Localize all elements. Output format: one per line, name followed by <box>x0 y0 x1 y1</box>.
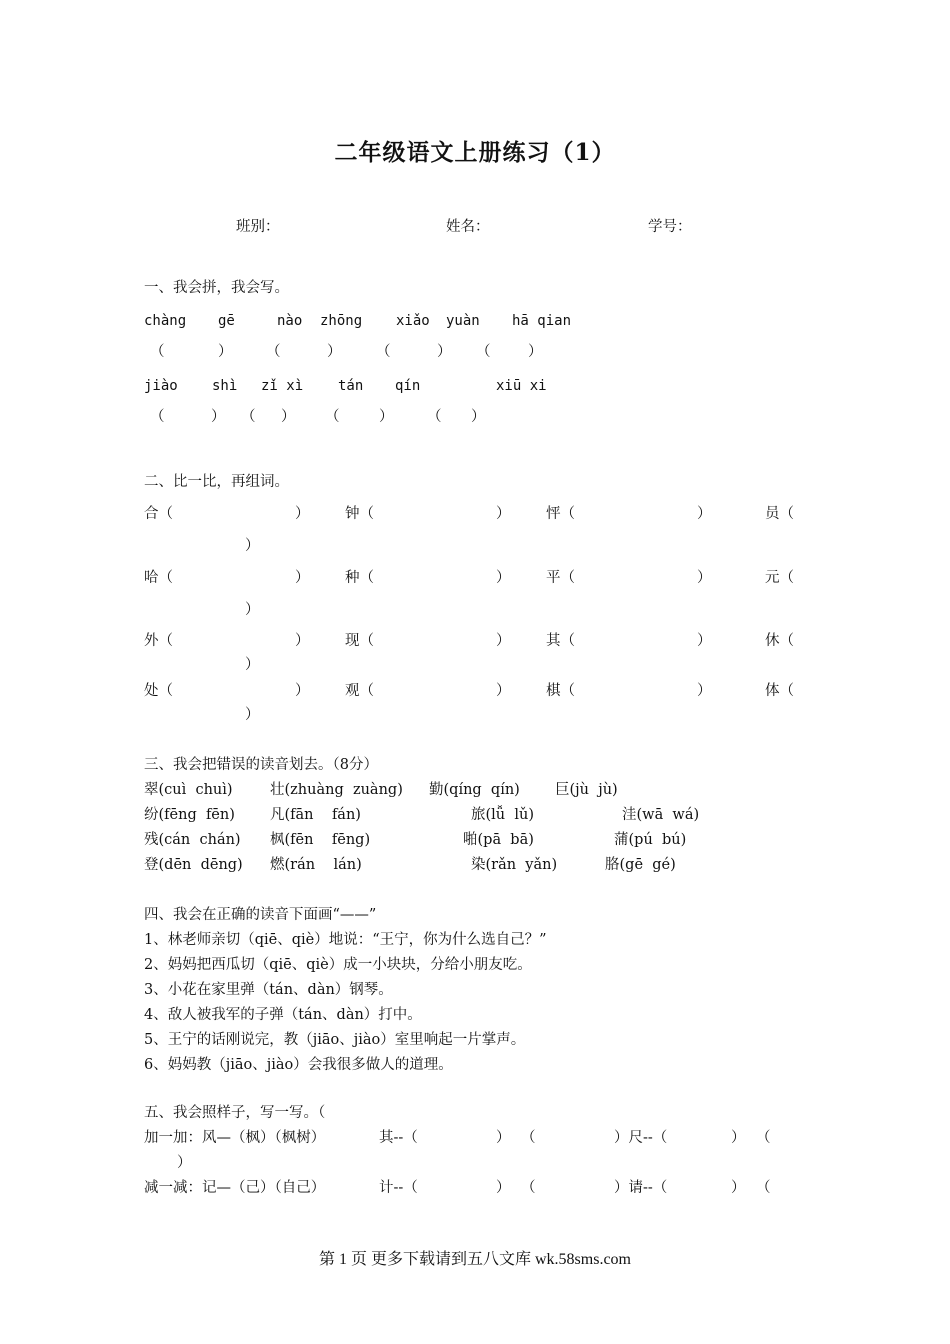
blank-close-paren: ） <box>496 506 511 522</box>
blank-open-paren: （ <box>376 344 391 360</box>
reading-item: 染(rǎn yǎn) <box>471 857 558 873</box>
reading-item: 蒲(pú bú) <box>614 832 687 848</box>
sentence-item: 4、敌人被我军的子弹（tán、dàn）打中。 <box>144 1007 422 1023</box>
blank-open-paren: （ <box>325 409 340 425</box>
blank-open-paren: （ <box>521 1180 536 1196</box>
blank-close-paren: ） <box>327 344 342 360</box>
class-label: 班别： <box>236 219 280 235</box>
pinyin-item: hā qian <box>512 313 572 329</box>
reading-item: 纷(fēng fēn) <box>144 807 235 823</box>
blank-open-paren: （ <box>756 1130 771 1146</box>
section1-heading: 一、我会拼，我会写。 <box>144 280 289 296</box>
compare-char: 体（ <box>765 683 794 699</box>
blank-close-paren: ） <box>496 570 511 586</box>
page-title: 二年级语文上册练习（1） <box>334 139 616 166</box>
pinyin-item: zhōng <box>320 313 363 329</box>
blank-open-paren: （ <box>150 344 165 360</box>
section3-heading: 三、我会把错误的读音划去。（8分） <box>144 757 378 773</box>
blank-close-paren: ） <box>496 1180 511 1196</box>
add-item: ）尺--（ <box>614 1130 668 1146</box>
reading-item: 凡(fān fán) <box>270 807 361 823</box>
blank-close-paren: ） <box>177 1155 192 1171</box>
reading-item: 啪(pā bā) <box>463 832 534 848</box>
sentence-item: 6、妈妈教（jiāo、jiào）会我很多做人的道理。 <box>144 1057 453 1073</box>
pinyin-item: shì <box>212 378 238 394</box>
pinyin-item: jiào <box>144 378 178 394</box>
blank-close-paren: ） <box>697 570 712 586</box>
blank-close-paren: ） <box>211 409 226 425</box>
compare-char: 处（ <box>144 683 173 699</box>
compare-char: 元（ <box>765 570 794 586</box>
blank-open-paren: （ <box>150 409 165 425</box>
reading-item: 胳(gē gé) <box>605 857 676 873</box>
blank-close-paren: ） <box>697 506 712 522</box>
blank-close-paren: ） <box>295 633 310 649</box>
blank-open-paren: （ <box>266 344 281 360</box>
reading-item: 残(cán chán) <box>144 832 241 848</box>
reading-item: 巨(jù jù) <box>555 782 618 798</box>
blank-close-paren: ） <box>528 344 543 360</box>
section2-heading: 二、比一比，再组词。 <box>144 474 289 490</box>
blank-open-paren: （ <box>241 409 256 425</box>
compare-char: 棋（ <box>546 683 575 699</box>
sentence-item: 3、小花在家里弹（tán、dàn）钢琴。 <box>144 982 393 998</box>
sentence-item: 1、林老师亲切（qiē、qiè）地说：“王宁，你为什么选自己？” <box>144 932 547 948</box>
name-label: 姓名： <box>446 219 490 235</box>
compare-char: 哈（ <box>144 570 173 586</box>
blank-close-paren: ） <box>245 538 260 554</box>
blank-close-paren: ） <box>731 1180 746 1196</box>
blank-close-paren: ） <box>295 570 310 586</box>
pinyin-item: chàng <box>144 313 187 329</box>
blank-close-paren: ） <box>295 506 310 522</box>
blank-close-paren: ） <box>245 602 260 618</box>
sentence-item: 5、王宁的话刚说完，教（jiāo、jiào）室里响起一片掌声。 <box>144 1032 526 1048</box>
blank-close-paren: ） <box>245 657 260 673</box>
section4-heading: 四、我会在正确的读音下面画“——” <box>144 907 377 923</box>
blank-close-paren: ） <box>437 344 452 360</box>
reading-item: 洼(wā wá) <box>622 807 700 823</box>
compare-char: 合（ <box>144 506 173 522</box>
add-example: 加一加：风—（枫）（枫树） <box>144 1130 326 1146</box>
reading-item: 枫(fēn fēng) <box>270 832 371 848</box>
reading-item: 翠(cuì chuì) <box>144 782 233 798</box>
compare-char: 外（ <box>144 633 173 649</box>
reading-item: 燃(rán lán) <box>270 857 362 873</box>
pinyin-item: nào <box>277 313 303 329</box>
reading-item: 登(dēn dēng) <box>144 857 243 873</box>
blank-close-paren: ） <box>496 1130 511 1146</box>
blank-close-paren: ） <box>496 633 511 649</box>
compare-char: 种（ <box>345 570 374 586</box>
student-number-label: 学号： <box>648 219 692 235</box>
blank-close-paren: ） <box>295 683 310 699</box>
blank-close-paren: ） <box>379 409 394 425</box>
blank-close-paren: ） <box>731 1130 746 1146</box>
pinyin-item: zǐ xì <box>261 378 304 394</box>
pinyin-item: xiǎo <box>396 313 430 329</box>
blank-close-paren: ） <box>245 707 260 723</box>
pinyin-item: tán <box>338 378 364 394</box>
blank-close-paren: ） <box>496 683 511 699</box>
page-footer: 第 1 页 更多下载请到五八文库 wk.58sms.com <box>318 1251 631 1268</box>
blank-open-paren: （ <box>427 409 442 425</box>
blank-close-paren: ） <box>471 409 486 425</box>
subtract-item: 计--（ <box>379 1180 418 1196</box>
compare-char: 怦（ <box>546 506 575 522</box>
pinyin-item: yuàn <box>446 313 480 329</box>
blank-close-paren: ） <box>218 344 233 360</box>
section5-heading: 五、我会照样子，写一写。（ <box>144 1105 326 1121</box>
add-item: 其--（ <box>379 1130 418 1146</box>
compare-char: 其（ <box>546 633 575 649</box>
blank-open-paren: （ <box>521 1130 536 1146</box>
subtract-example: 减一减：记—（己）（自己） <box>144 1180 326 1196</box>
compare-char: 观（ <box>345 683 374 699</box>
compare-char: 员（ <box>765 506 794 522</box>
blank-open-paren: （ <box>756 1180 771 1196</box>
compare-char: 钟（ <box>345 506 374 522</box>
reading-item: 勤(qíng qín) <box>429 782 520 798</box>
compare-char: 休（ <box>765 633 794 649</box>
compare-char: 平（ <box>546 570 575 586</box>
blank-open-paren: （ <box>476 344 491 360</box>
compare-char: 现（ <box>345 633 374 649</box>
blank-close-paren: ） <box>281 409 296 425</box>
reading-item: 壮(zhuàng zuàng) <box>270 782 403 798</box>
subtract-item: ）请--（ <box>614 1180 668 1196</box>
pinyin-item: qín <box>395 378 421 394</box>
pinyin-item: xiū xi <box>496 378 547 394</box>
blank-close-paren: ） <box>697 683 712 699</box>
blank-close-paren: ） <box>697 633 712 649</box>
reading-item: 旅(lǚ lǔ) <box>471 807 534 823</box>
sentence-item: 2、妈妈把西瓜切（qiē、qiè）成一小块块，分给小朋友吃。 <box>144 957 532 973</box>
pinyin-item: gē <box>218 313 235 329</box>
